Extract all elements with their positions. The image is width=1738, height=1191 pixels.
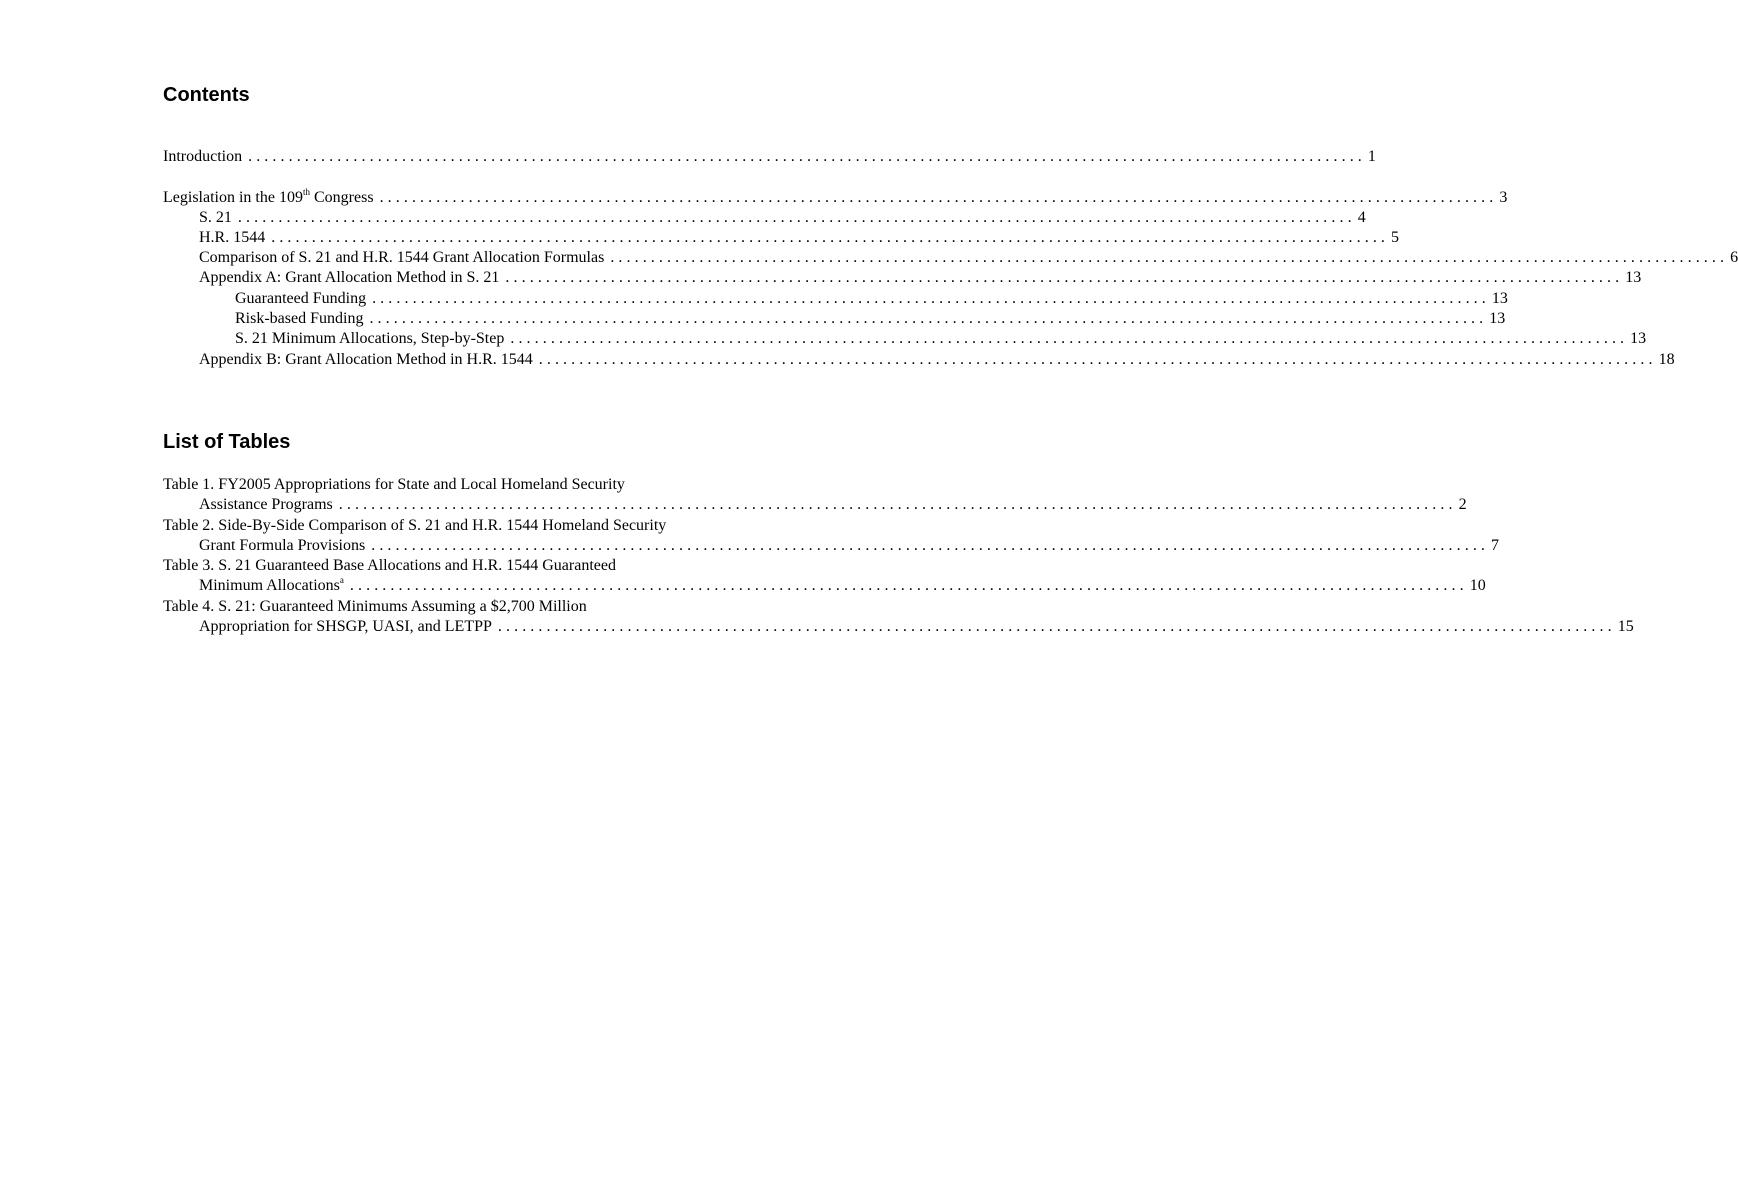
toc-entry-hr1544: [199, 228, 1400, 248]
toc-entry-page: 13: [1489, 310, 1506, 327]
table-entry-2-line2: Grant Formula Provisions .......................................................................................................................................... 7: [199, 537, 1500, 554]
toc-entry-comparison: [199, 248, 1738, 268]
toc-entry-minimum-allocations: [235, 329, 1647, 349]
toc-entry-title: Introduction: [163, 148, 243, 165]
dot-leader: ..........................................................................................................................................: [248, 148, 1366, 165]
dot-leader: ..........................................................................................................................................: [338, 496, 1457, 513]
toc-entry-page: 13: [1625, 269, 1642, 286]
toc-entry-page: 6: [1730, 249, 1738, 266]
toc-entry-risk-based-funding: [235, 309, 1506, 329]
dot-leader: ..........................................................................................................................................: [349, 577, 1468, 594]
toc-entry-page: 5: [1391, 229, 1400, 246]
toc-entry-appendix-a: [199, 268, 1642, 288]
toc-entry-title: Comparison of S. 21 and H.R. 1544 Grant Allocation Formulas: [199, 249, 605, 266]
dot-leader: ..........................................................................................................................................: [371, 537, 1490, 554]
dot-leader: ..........................................................................................................................................: [271, 229, 1390, 246]
table-entry-3-line1: Table 3. S. 21 Guaranteed Base Allocations and H.R. 1544 Guaranteed: [163, 557, 616, 574]
toc-entry-title: Guaranteed Funding: [235, 290, 367, 307]
table-entry-2-line1: Table 2. Side-By-Side Comparison of S. 21 and H.R. 1544 Homeland Security: [163, 517, 667, 534]
dot-leader: ..........................................................................................................................................: [510, 330, 1629, 347]
toc-entry-introduction: [163, 147, 1376, 167]
toc-entry-s21: [199, 208, 1366, 228]
toc-entry-title: Appendix A: Grant Allocation Method in S. 21: [199, 269, 500, 286]
table-entry-1-line1: Table 1. FY2005 Appropriations for State and Local Homeland Security: [163, 476, 625, 493]
toc-entry-title: Legislation in the 109th Congress: [163, 186, 374, 206]
toc-entry-title: S. 21 Minimum Allocations, Step-by-Step: [235, 330, 505, 347]
table-entry-page: 2: [1458, 496, 1467, 513]
toc-entry-title: Risk-based Funding: [235, 310, 364, 327]
toc-entry-page: 13: [1491, 290, 1508, 307]
dot-leader: ..........................................................................................................................................: [610, 249, 1729, 266]
dot-leader: ..........................................................................................................................................: [369, 310, 1488, 327]
toc-entry-title: H.R. 1544: [199, 229, 266, 246]
table-entry-page: 15: [1617, 618, 1634, 635]
table-entry-4-line2: Appropriation for SHSGP, UASI, and LETPP .......................................................................................................................................... 15: [199, 618, 1634, 635]
toc-entry-legislation: [163, 186, 1508, 208]
table-entry-4-line1: Table 4. S. 21: Guaranteed Minimums Assuming a $2,700 Million: [163, 598, 587, 615]
toc-entry-guaranteed-funding: [235, 289, 1508, 309]
dot-leader: ..........................................................................................................................................: [237, 209, 1356, 226]
toc-entry-title: Appendix B: Grant Allocation Method in H.R. 1544: [199, 351, 533, 368]
toc-entry-page: 4: [1357, 209, 1366, 226]
toc-entry-page: 18: [1658, 351, 1675, 368]
toc-entry-title: S. 21: [199, 209, 232, 226]
dot-leader: ..........................................................................................................................................: [379, 189, 1498, 206]
table-entry-3-line2: Minimum Allocations$^a$ .......................................................................................................................................... 10: [199, 574, 1486, 594]
toc-entry-page: 13: [1630, 330, 1647, 347]
contents-heading: Contents: [163, 84, 250, 106]
dot-leader: ..........................................................................................................................................: [497, 618, 1616, 635]
dot-leader: ..........................................................................................................................................: [372, 290, 1490, 307]
toc-entry-appendix-b: [199, 350, 1675, 370]
table-entry-page: 10: [1469, 577, 1486, 594]
dot-leader: ..........................................................................................................................................: [505, 269, 1624, 286]
table-entry-1-line2: Assistance Programs .......................................................................................................................................... 2: [199, 496, 1467, 513]
table-entry-page: 7: [1491, 537, 1500, 554]
list-of-tables-heading: List of Tables: [163, 431, 291, 453]
toc-entry-page: 3: [1499, 189, 1508, 206]
dot-leader: ..........................................................................................................................................: [538, 351, 1657, 368]
toc-entry-page: 1: [1367, 148, 1376, 165]
